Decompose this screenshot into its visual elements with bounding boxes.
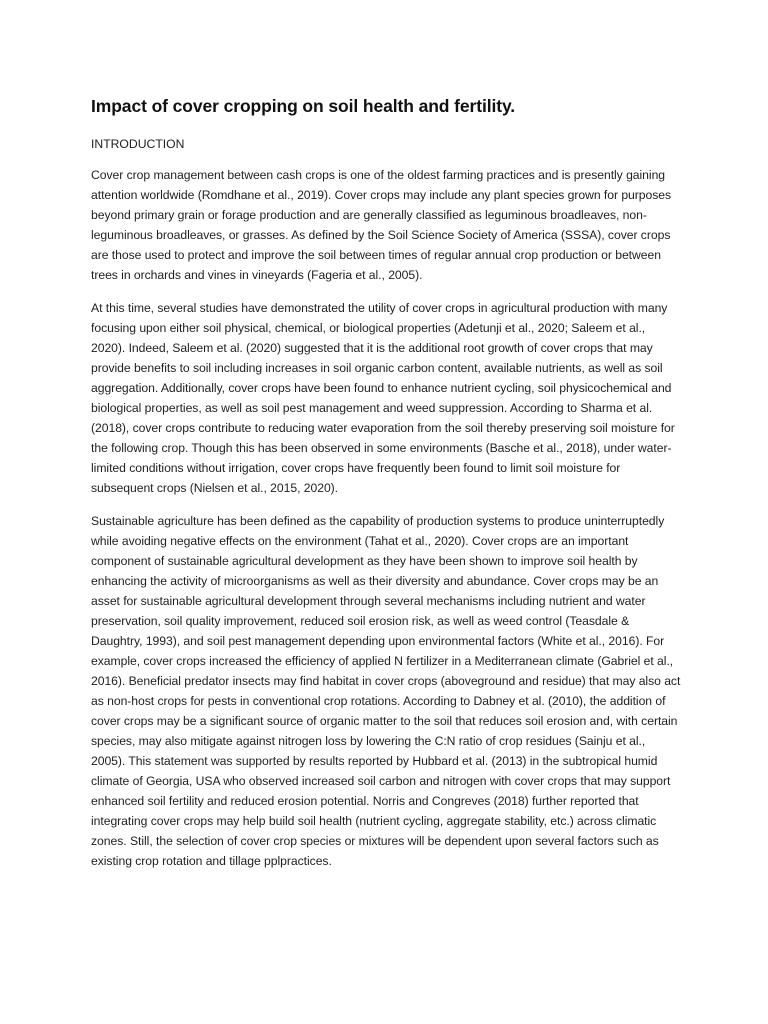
document-title: Impact of cover cropping on soil health and fertility. (91, 96, 516, 116)
paragraph-3: Sustainable agriculture has been defined as the capability of production systems to produce uninterruptedly while avoiding negative effects on the environment (Tahat et al., 2020). Cover crops are an important component of sustainable agricultural development as they have been shown to improve soil health by enhancing the activity of microorganisms as well as their diversity and abundance. Cover crops may be an asset for sustainable agricultural development through several mechanisms including nutrient and water preservation, soil quality improvement, reduced soil erosion risk, as well as weed control (Teasdale & Daughtry, 1993), and soil pest management depending upon environmental factors (White et al., 2016). For example, cover crops increased the efficiency of applied N fertilizer in a Mediterranean climate (Gabriel et al., 2016). Beneficial predator insects may find habitat in cover crops (aboveground and residue) that may also act as non-host crops for pests in conventional crop rotations. According to Dabney et al. (2010), the addition of cover crops may be a significant source of organic matter to the soil that reduces soil erosion and, with certain species, may also mitigate against nitrogen loss by lowering the C:N ratio of crop residues (Sainju et al., 2005). This statement was supported by results reported by Hubbard et al. (2013) in the subtropical humid climate of Georgia, USA who observed increased soil carbon and nitrogen with cover crops that may support enhanced soil fertility and reduced erosion potential. Norris and Congreves (2018) further reported that integrating cover crops may help build soil health (nutrient cycling, aggregate stability, etc.) across climatic zones. Still, the selection of cover crop species or mixtures will be dependent upon several factors such as existing crop rotation and tillage pplpractices. (91, 514, 681, 868)
section-heading-introduction: INTRODUCTION (91, 137, 185, 151)
paragraph-2: At this time, several studies have demonstrated the utility of cover crops in agricultural production with many focusing upon either soil physical, chemical, or biological properties (Adetunji et al., 2020; Saleem et al., 2020). Indeed, Saleem et al. (2020) suggested that it is the additional root growth of cover crops that may provide benefits to soil including increases in soil organic carbon content, available nutrients, as well as soil aggregation. Additionally, cover crops have been found to enhance nutrient cycling, soil physicochemical and biological properties, as well as soil pest management and weed suppression. According to Sharma et al. (2018), cover crops contribute to reducing water evaporation from the soil thereby preserving soil moisture for the following crop. Though this has been observed in some environments (Basche et al., 2018), under water-limited conditions without irrigation, cover crops have frequently been found to limit soil moisture for subsequent crops (Nielsen et al., 2015, 2020). (91, 301, 675, 495)
document-body (91, 93, 681, 871)
paragraph-1: Cover crop management between cash crops is one of the oldest farming practices and is presently gaining attention worldwide (Romdhane et al., 2019). Cover crops may include any plant species grown for purposes beyond primary grain or forage production and are generally classified as leguminous broadleaves, non-leguminous broadleaves, or grasses. As defined by the Soil Science Society of America (SSSA), cover crops are those used to protect and improve the soil between times of regular annual crop production or between trees in orchards and vines in vineyards (Fageria et al., 2005). (91, 168, 672, 282)
